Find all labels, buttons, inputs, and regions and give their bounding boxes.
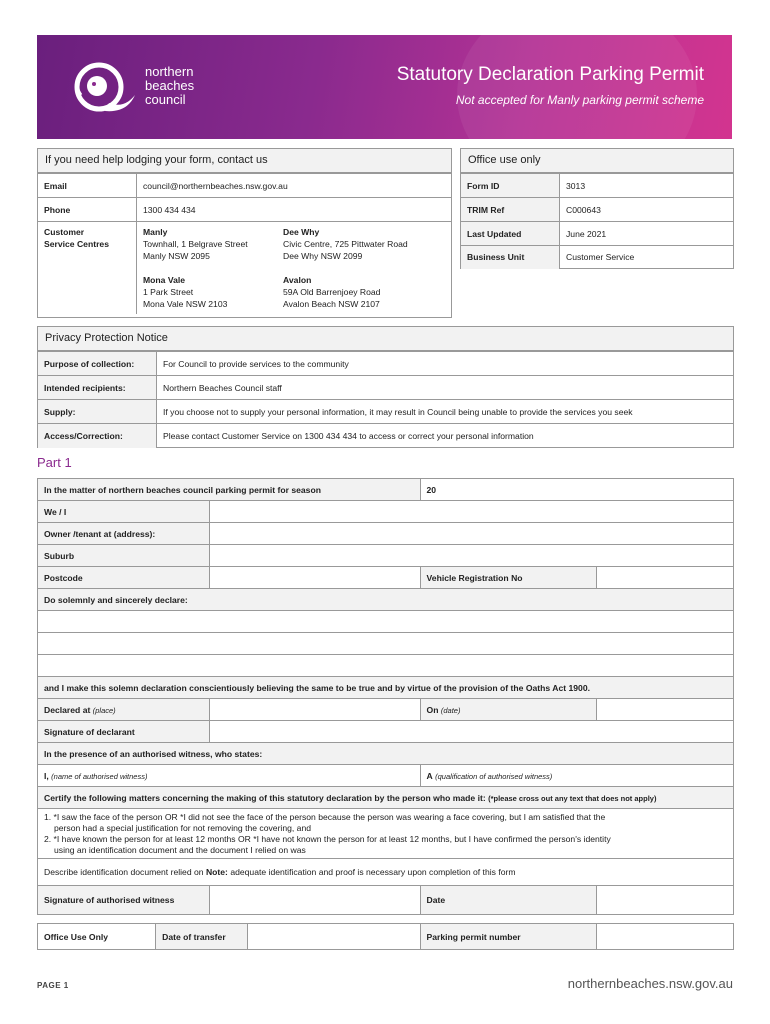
office-use-label: Office Use Only	[38, 924, 156, 950]
sig-witness-label: Signature of authorised witness	[38, 886, 210, 915]
vehicle-field[interactable]	[596, 567, 733, 589]
season-field[interactable]: 20	[420, 479, 733, 501]
i-text: I,	[44, 770, 49, 781]
phone-value[interactable]: 1300 434 434	[137, 198, 452, 222]
office-value: 3013	[560, 174, 734, 198]
certify-item: person had a special justification for not removing the covering, and	[54, 822, 312, 833]
privacy-table	[38, 351, 733, 448]
centres-col-2	[277, 222, 451, 315]
privacy-label: Intended recipients:	[38, 376, 157, 400]
signature-declarant-label: Signature of declarant	[38, 721, 210, 743]
privacy-heading: Privacy Protection Notice	[38, 327, 733, 351]
declaration-line[interactable]	[38, 611, 734, 633]
council-logo-icon	[69, 57, 141, 119]
office-label: Last Updated	[461, 222, 560, 246]
declaration-line[interactable]	[38, 655, 734, 677]
certify-label	[38, 787, 734, 809]
certify-item[interactable]: 2. *I have known the person for at least 12 months OR *I have not known the person for at least 12 months, but I have confirmed the person's identity	[44, 833, 611, 844]
centre-line: Civic Centre, 725 Pittwater Road	[283, 239, 408, 249]
we-label: We / I	[38, 501, 210, 523]
centre-name: Dee Why	[283, 227, 320, 237]
certify-text: Certify the following matters concerning the making of this statutory declaration by the person who made it:	[44, 792, 486, 803]
privacy-label: Supply:	[38, 400, 157, 424]
office-table	[461, 173, 733, 269]
postcode-field[interactable]	[210, 567, 420, 589]
declared-at-label	[38, 699, 210, 721]
declared-at-field[interactable]	[210, 699, 420, 721]
help-heading: If you need help lodging your form, contact us	[38, 149, 451, 173]
on-date-field[interactable]	[596, 699, 733, 721]
a-hint: (qualification of authorised witness)	[435, 771, 553, 781]
centre-name: Avalon	[283, 275, 312, 285]
certify-item[interactable]: 1. *I saw the face of the person OR *I did not see the face of the person because the person was wearing a face covering, but I am satisfied that the	[44, 811, 606, 822]
office-heading: Office use only	[461, 149, 733, 173]
page-number: PAGE 1	[37, 981, 69, 990]
page-subtitle: Not accepted for Manly parking permit scheme	[455, 93, 704, 107]
note-text: adequate identification and proof is necessary upon completion of this form	[230, 867, 516, 877]
declared-at-text: Declared at	[44, 704, 91, 715]
office-use-box	[460, 148, 734, 269]
part1-table	[37, 478, 734, 915]
certify-item: using an identification document and the document I relied on was	[54, 844, 306, 855]
describe-field[interactable]	[38, 859, 734, 886]
logo-line-3: council	[145, 92, 186, 107]
privacy-value: For Council to provide services to the community	[157, 352, 734, 376]
permit-label: Parking permit number	[420, 924, 596, 950]
declared-at-hint: (place)	[92, 705, 116, 715]
suburb-label: Suburb	[38, 545, 210, 567]
declaration-line[interactable]	[38, 633, 734, 655]
centre-name: Mona Vale	[143, 275, 186, 285]
office-value: June 2021	[560, 222, 734, 246]
centre-name: Manly	[143, 227, 168, 237]
office-use-table	[37, 923, 734, 950]
office-label: Business Unit	[461, 246, 560, 269]
matter-label: In the matter of northern beaches council parking permit for season	[38, 479, 421, 501]
on-hint: (date)	[440, 705, 461, 715]
logo-line-2: beaches	[145, 78, 195, 93]
signature-declarant-field[interactable]	[210, 721, 734, 743]
privacy-label: Access/Correction:	[38, 424, 157, 448]
suburb-field[interactable]	[210, 545, 734, 567]
centre-line: Townhall, 1 Belgrave Street	[143, 239, 248, 249]
describe-text: Describe identification document relied on	[44, 867, 204, 877]
postcode-label: Postcode	[38, 567, 210, 589]
help-box	[37, 148, 452, 318]
logo-text	[145, 65, 194, 107]
email-value[interactable]: council@northernbeaches.nsw.gov.au	[137, 174, 452, 198]
owner-label: Owner /tenant at (address):	[38, 523, 210, 545]
transfer-label: Date of transfer	[156, 924, 248, 950]
transfer-field[interactable]	[248, 924, 420, 950]
centre-line: 59A Old Barrenjoey Road	[283, 287, 381, 297]
witness-qualification-field[interactable]	[420, 765, 733, 787]
privacy-value: Northern Beaches Council staff	[157, 376, 734, 400]
on-text: On	[426, 704, 439, 715]
phone-label: Phone	[38, 198, 137, 222]
logo-line-1: northern	[145, 64, 194, 79]
help-table	[38, 173, 451, 314]
declare-label: Do solemnly and sincerely declare:	[38, 589, 734, 611]
footer-url[interactable]: northernbeaches.nsw.gov.au	[567, 976, 733, 991]
note-label: Note:	[205, 867, 228, 877]
centre-line: 1 Park Street	[143, 287, 194, 297]
centres-label-line-1: Customer	[44, 227, 85, 237]
office-label: TRIM Ref	[461, 198, 560, 222]
header-banner	[37, 35, 732, 139]
centre-line: Manly NSW 2095	[143, 251, 210, 261]
centres-col-1	[137, 222, 278, 315]
we-field[interactable]	[210, 501, 734, 523]
date-field[interactable]	[596, 886, 733, 915]
on-label	[420, 699, 596, 721]
office-value: Customer Service	[560, 246, 734, 269]
centres-label-line-2: Service Centres	[44, 239, 109, 249]
decorative-swirl	[457, 35, 697, 139]
office-value: C000643	[560, 198, 734, 222]
privacy-value: Please contact Customer Service on 1300 434 434 to access or correct your personal information	[157, 424, 734, 448]
centre-line: Dee Why NSW 2099	[283, 251, 363, 261]
sig-witness-field[interactable]	[210, 886, 420, 915]
owner-field[interactable]	[210, 523, 734, 545]
permit-field[interactable]	[596, 924, 733, 950]
a-text: A	[426, 770, 433, 781]
page-title: Statutory Declaration Parking Permit	[396, 64, 704, 85]
privacy-value: If you choose not to supply your personal information, it may result in Council being unable to provide the services you seek	[157, 400, 734, 424]
certify-items	[38, 809, 734, 859]
part1-form	[37, 478, 734, 950]
certify-note: (*please cross out any text that does not apply)	[488, 793, 657, 803]
email-label: Email	[38, 174, 137, 198]
vehicle-label: Vehicle Registration No	[420, 567, 596, 589]
presence-label: In the presence of an authorised witness, who states:	[38, 743, 734, 765]
privacy-box	[37, 326, 734, 448]
solemn-text: and I make this solemn declaration conscientiously believing the same to be true and by virtue of the provision of the Oaths Act 1900.	[38, 677, 734, 699]
office-label: Form ID	[461, 174, 560, 198]
centre-line: Avalon Beach NSW 2107	[283, 299, 380, 309]
centre-line: Mona Vale NSW 2103	[143, 299, 228, 309]
witness-name-field[interactable]	[38, 765, 421, 787]
centres-label	[38, 222, 137, 315]
date-label: Date	[420, 886, 596, 915]
i-hint: (name of authorised witness)	[51, 771, 148, 781]
part1-heading: Part 1	[37, 455, 72, 470]
privacy-label: Purpose of collection:	[38, 352, 157, 376]
